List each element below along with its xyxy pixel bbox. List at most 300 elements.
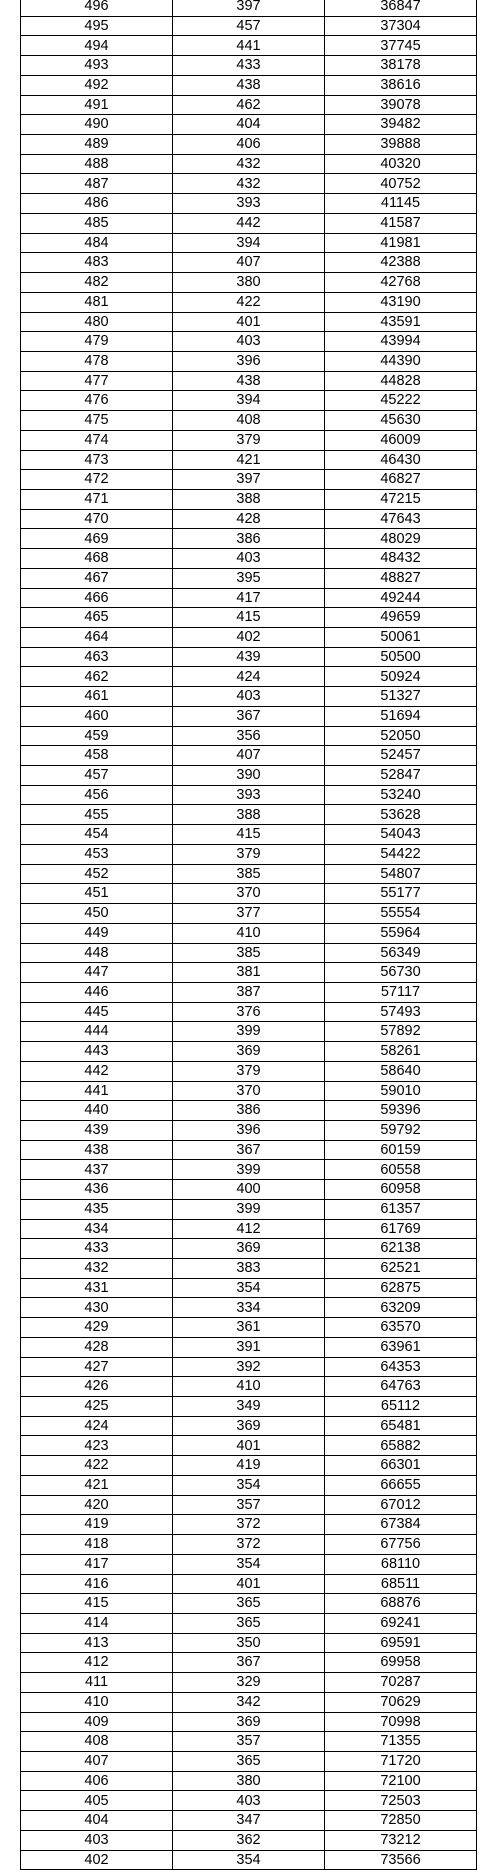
score-cell: 489 — [21, 135, 173, 155]
table-row — [21, 1613, 477, 1633]
table-row — [21, 943, 477, 963]
score-cell: 458 — [21, 746, 173, 766]
table-row — [21, 825, 477, 845]
count-cell: 380 — [173, 273, 325, 293]
table-row — [21, 1475, 477, 1495]
count-cell: 410 — [173, 923, 325, 943]
cumulative-cell: 69958 — [325, 1653, 477, 1673]
table-row — [21, 0, 477, 16]
table-row — [21, 1416, 477, 1436]
count-cell: 377 — [173, 904, 325, 924]
cumulative-cell: 39482 — [325, 115, 477, 135]
table-row — [21, 1495, 477, 1515]
count-cell: 395 — [173, 568, 325, 588]
cumulative-cell: 63961 — [325, 1337, 477, 1357]
score-cell: 495 — [21, 16, 173, 36]
score-cell: 407 — [21, 1751, 173, 1771]
table-row — [21, 470, 477, 490]
table-row — [21, 16, 477, 36]
count-cell: 393 — [173, 785, 325, 805]
count-cell: 372 — [173, 1515, 325, 1535]
table-row — [21, 844, 477, 864]
table-row — [21, 1298, 477, 1318]
count-cell: 403 — [173, 549, 325, 569]
table-row — [21, 1791, 477, 1811]
table-row — [21, 312, 477, 332]
count-cell: 365 — [173, 1613, 325, 1633]
table-row — [21, 1140, 477, 1160]
cumulative-cell: 67012 — [325, 1495, 477, 1515]
cumulative-cell: 62521 — [325, 1259, 477, 1279]
count-cell: 380 — [173, 1771, 325, 1791]
table-row — [21, 1456, 477, 1476]
count-cell: 396 — [173, 351, 325, 371]
count-cell: 439 — [173, 647, 325, 667]
count-cell: 334 — [173, 1298, 325, 1318]
count-cell: 361 — [173, 1318, 325, 1338]
count-cell: 404 — [173, 115, 325, 135]
table-row — [21, 982, 477, 1002]
score-cell: 405 — [21, 1791, 173, 1811]
count-cell: 438 — [173, 371, 325, 391]
score-cell: 465 — [21, 608, 173, 628]
score-cell: 443 — [21, 1042, 173, 1062]
table-row — [21, 1337, 477, 1357]
cumulative-cell: 47215 — [325, 489, 477, 509]
count-cell: 412 — [173, 1219, 325, 1239]
table-row — [21, 56, 477, 76]
score-cell: 430 — [21, 1298, 173, 1318]
score-cell: 492 — [21, 75, 173, 95]
count-cell: 397 — [173, 0, 325, 16]
cumulative-cell: 66301 — [325, 1456, 477, 1476]
table-row — [21, 450, 477, 470]
cumulative-cell: 45630 — [325, 411, 477, 431]
score-cell: 485 — [21, 213, 173, 233]
score-cell: 444 — [21, 1022, 173, 1042]
cumulative-cell: 70629 — [325, 1692, 477, 1712]
table-row — [21, 1554, 477, 1574]
cumulative-cell: 66655 — [325, 1475, 477, 1495]
table-row — [21, 549, 477, 569]
count-cell: 379 — [173, 430, 325, 450]
cumulative-cell: 71355 — [325, 1732, 477, 1752]
cumulative-cell: 50061 — [325, 628, 477, 648]
table-row — [21, 154, 477, 174]
score-cell: 490 — [21, 115, 173, 135]
table-row — [21, 1653, 477, 1673]
count-cell: 386 — [173, 529, 325, 549]
table-row — [21, 706, 477, 726]
score-cell: 455 — [21, 805, 173, 825]
score-cell: 468 — [21, 549, 173, 569]
count-cell: 350 — [173, 1633, 325, 1653]
table-row — [21, 1180, 477, 1200]
score-cell: 484 — [21, 233, 173, 253]
cumulative-cell: 73212 — [325, 1830, 477, 1850]
cumulative-cell: 49244 — [325, 588, 477, 608]
cumulative-cell: 46009 — [325, 430, 477, 450]
count-cell: 401 — [173, 1574, 325, 1594]
count-cell: 432 — [173, 174, 325, 194]
score-cell: 479 — [21, 332, 173, 352]
cumulative-cell: 65481 — [325, 1416, 477, 1436]
table-row — [21, 1535, 477, 1555]
cumulative-cell: 36847 — [325, 0, 477, 16]
cumulative-cell: 39888 — [325, 135, 477, 155]
cumulative-cell: 41981 — [325, 233, 477, 253]
count-cell: 354 — [173, 1554, 325, 1574]
cumulative-cell: 52847 — [325, 766, 477, 786]
table-row — [21, 1594, 477, 1614]
score-cell: 463 — [21, 647, 173, 667]
score-cell: 470 — [21, 509, 173, 529]
count-cell: 356 — [173, 726, 325, 746]
count-cell: 386 — [173, 1101, 325, 1121]
table-row — [21, 1574, 477, 1594]
score-cell: 482 — [21, 273, 173, 293]
table-row — [21, 1219, 477, 1239]
score-cell: 454 — [21, 825, 173, 845]
count-cell: 417 — [173, 588, 325, 608]
count-cell: 392 — [173, 1357, 325, 1377]
table-row — [21, 115, 477, 135]
table-row — [21, 963, 477, 983]
cumulative-cell: 57117 — [325, 982, 477, 1002]
count-cell: 383 — [173, 1259, 325, 1279]
count-cell: 354 — [173, 1850, 325, 1870]
table-row — [21, 864, 477, 884]
score-cell: 491 — [21, 95, 173, 115]
score-cell: 433 — [21, 1239, 173, 1259]
table-row — [21, 1633, 477, 1653]
cumulative-cell: 61769 — [325, 1219, 477, 1239]
count-cell: 354 — [173, 1278, 325, 1298]
cumulative-cell: 60159 — [325, 1140, 477, 1160]
cumulative-cell: 54043 — [325, 825, 477, 845]
cumulative-cell: 72850 — [325, 1811, 477, 1831]
cumulative-cell: 68876 — [325, 1594, 477, 1614]
table-row — [21, 1771, 477, 1791]
table-row — [21, 1377, 477, 1397]
count-cell: 357 — [173, 1732, 325, 1752]
table-row — [21, 95, 477, 115]
cumulative-cell: 67384 — [325, 1515, 477, 1535]
cumulative-cell: 46827 — [325, 470, 477, 490]
score-cell: 451 — [21, 884, 173, 904]
score-cell: 403 — [21, 1830, 173, 1850]
count-cell: 354 — [173, 1475, 325, 1495]
count-cell: 370 — [173, 884, 325, 904]
score-cell: 486 — [21, 194, 173, 214]
cumulative-cell: 68511 — [325, 1574, 477, 1594]
table-row — [21, 785, 477, 805]
cumulative-cell: 48029 — [325, 529, 477, 549]
score-cell: 464 — [21, 628, 173, 648]
cumulative-cell: 69591 — [325, 1633, 477, 1653]
score-cell: 481 — [21, 292, 173, 312]
table-row — [21, 1002, 477, 1022]
count-cell: 365 — [173, 1751, 325, 1771]
cumulative-cell: 56730 — [325, 963, 477, 983]
score-cell: 480 — [21, 312, 173, 332]
count-cell: 421 — [173, 450, 325, 470]
score-cell: 429 — [21, 1318, 173, 1338]
table-row — [21, 746, 477, 766]
cumulative-cell: 39078 — [325, 95, 477, 115]
cumulative-cell: 42768 — [325, 273, 477, 293]
table-row — [21, 1042, 477, 1062]
score-cell: 466 — [21, 588, 173, 608]
score-cell: 460 — [21, 706, 173, 726]
score-cell: 461 — [21, 687, 173, 707]
table-row — [21, 1278, 477, 1298]
score-cell: 496 — [21, 0, 173, 16]
count-cell: 438 — [173, 75, 325, 95]
count-cell: 428 — [173, 509, 325, 529]
cumulative-cell: 49659 — [325, 608, 477, 628]
table-row — [21, 1673, 477, 1693]
score-distribution-table — [20, 0, 477, 1870]
cumulative-cell: 37745 — [325, 36, 477, 56]
table-row — [21, 292, 477, 312]
table-row — [21, 1811, 477, 1831]
cumulative-cell: 68110 — [325, 1554, 477, 1574]
count-cell: 399 — [173, 1199, 325, 1219]
cumulative-cell: 70998 — [325, 1712, 477, 1732]
table-row — [21, 411, 477, 431]
score-cell: 418 — [21, 1535, 173, 1555]
table-row — [21, 884, 477, 904]
cumulative-cell: 59396 — [325, 1101, 477, 1121]
count-cell: 357 — [173, 1495, 325, 1515]
table-row — [21, 1160, 477, 1180]
table-row — [21, 75, 477, 95]
score-cell: 441 — [21, 1081, 173, 1101]
count-cell: 369 — [173, 1042, 325, 1062]
score-cell: 414 — [21, 1613, 173, 1633]
score-cell: 416 — [21, 1574, 173, 1594]
score-cell: 494 — [21, 36, 173, 56]
cumulative-cell: 65882 — [325, 1436, 477, 1456]
count-cell: 415 — [173, 608, 325, 628]
table-row — [21, 36, 477, 56]
table-row — [21, 489, 477, 509]
score-cell: 474 — [21, 430, 173, 450]
score-cell: 440 — [21, 1101, 173, 1121]
cumulative-cell: 46430 — [325, 450, 477, 470]
cumulative-cell: 60958 — [325, 1180, 477, 1200]
count-cell: 441 — [173, 36, 325, 56]
cumulative-cell: 43591 — [325, 312, 477, 332]
table-row — [21, 904, 477, 924]
cumulative-cell: 62875 — [325, 1278, 477, 1298]
count-cell: 369 — [173, 1416, 325, 1436]
count-cell: 388 — [173, 805, 325, 825]
score-cell: 439 — [21, 1120, 173, 1140]
cumulative-cell: 59010 — [325, 1081, 477, 1101]
cumulative-cell: 54807 — [325, 864, 477, 884]
score-cell: 452 — [21, 864, 173, 884]
count-cell: 410 — [173, 1377, 325, 1397]
count-cell: 394 — [173, 391, 325, 411]
cumulative-cell: 41145 — [325, 194, 477, 214]
cumulative-cell: 47643 — [325, 509, 477, 529]
table-row — [21, 608, 477, 628]
count-cell: 367 — [173, 1653, 325, 1673]
table-row — [21, 1712, 477, 1732]
count-cell: 369 — [173, 1712, 325, 1732]
count-cell: 365 — [173, 1594, 325, 1614]
score-cell: 409 — [21, 1712, 173, 1732]
cumulative-cell: 38178 — [325, 56, 477, 76]
cumulative-cell: 71720 — [325, 1751, 477, 1771]
count-cell: 408 — [173, 411, 325, 431]
cumulative-cell: 44828 — [325, 371, 477, 391]
count-cell: 379 — [173, 1061, 325, 1081]
table-row — [21, 233, 477, 253]
count-cell: 403 — [173, 1791, 325, 1811]
count-cell: 381 — [173, 963, 325, 983]
score-cell: 446 — [21, 982, 173, 1002]
score-cell: 427 — [21, 1357, 173, 1377]
count-cell: 370 — [173, 1081, 325, 1101]
cumulative-cell: 45222 — [325, 391, 477, 411]
count-cell: 391 — [173, 1337, 325, 1357]
table-row — [21, 647, 477, 667]
cumulative-cell: 64763 — [325, 1377, 477, 1397]
count-cell: 432 — [173, 154, 325, 174]
table-row — [21, 726, 477, 746]
cumulative-cell: 54422 — [325, 844, 477, 864]
cumulative-cell: 59792 — [325, 1120, 477, 1140]
count-cell: 367 — [173, 706, 325, 726]
score-cell: 431 — [21, 1278, 173, 1298]
cumulative-cell: 57493 — [325, 1002, 477, 1022]
score-cell: 434 — [21, 1219, 173, 1239]
cumulative-cell: 55554 — [325, 904, 477, 924]
score-cell: 469 — [21, 529, 173, 549]
score-cell: 447 — [21, 963, 173, 983]
count-cell: 396 — [173, 1120, 325, 1140]
count-cell: 387 — [173, 982, 325, 1002]
cumulative-cell: 48432 — [325, 549, 477, 569]
cumulative-cell: 55177 — [325, 884, 477, 904]
score-cell: 404 — [21, 1811, 173, 1831]
score-cell: 424 — [21, 1416, 173, 1436]
table-row — [21, 1022, 477, 1042]
table-row — [21, 135, 477, 155]
count-cell: 399 — [173, 1160, 325, 1180]
score-cell: 419 — [21, 1515, 173, 1535]
cumulative-cell: 52457 — [325, 746, 477, 766]
count-cell: 393 — [173, 194, 325, 214]
score-cell: 471 — [21, 489, 173, 509]
score-cell: 437 — [21, 1160, 173, 1180]
cumulative-cell: 53240 — [325, 785, 477, 805]
cumulative-cell: 67756 — [325, 1535, 477, 1555]
table-row — [21, 1397, 477, 1417]
table-row — [21, 923, 477, 943]
score-cell: 426 — [21, 1377, 173, 1397]
score-cell: 457 — [21, 766, 173, 786]
cumulative-cell: 53628 — [325, 805, 477, 825]
count-cell: 400 — [173, 1180, 325, 1200]
table-row — [21, 351, 477, 371]
cumulative-cell: 50924 — [325, 667, 477, 687]
table-row — [21, 805, 477, 825]
count-cell: 457 — [173, 16, 325, 36]
table-row — [21, 273, 477, 293]
table-body — [21, 0, 477, 1870]
count-cell: 376 — [173, 1002, 325, 1022]
count-cell: 369 — [173, 1239, 325, 1259]
table-row — [21, 687, 477, 707]
table-row — [21, 1120, 477, 1140]
score-cell: 459 — [21, 726, 173, 746]
table-row — [21, 568, 477, 588]
cumulative-cell: 38616 — [325, 75, 477, 95]
count-cell: 419 — [173, 1456, 325, 1476]
count-cell: 394 — [173, 233, 325, 253]
score-cell: 442 — [21, 1061, 173, 1081]
score-cell: 408 — [21, 1732, 173, 1752]
cumulative-cell: 72503 — [325, 1791, 477, 1811]
cumulative-cell: 55964 — [325, 923, 477, 943]
table-row — [21, 1436, 477, 1456]
score-cell: 478 — [21, 351, 173, 371]
table-row — [21, 194, 477, 214]
table-row — [21, 667, 477, 687]
table-row — [21, 213, 477, 233]
count-cell: 415 — [173, 825, 325, 845]
count-cell: 399 — [173, 1022, 325, 1042]
count-cell: 367 — [173, 1140, 325, 1160]
cumulative-cell: 40320 — [325, 154, 477, 174]
count-cell: 388 — [173, 489, 325, 509]
cumulative-cell: 43190 — [325, 292, 477, 312]
count-cell: 442 — [173, 213, 325, 233]
score-cell: 421 — [21, 1475, 173, 1495]
table-row — [21, 332, 477, 352]
table-row — [21, 1830, 477, 1850]
count-cell: 422 — [173, 292, 325, 312]
cumulative-cell: 51327 — [325, 687, 477, 707]
score-cell: 411 — [21, 1673, 173, 1693]
cumulative-cell: 73566 — [325, 1850, 477, 1870]
count-cell: 385 — [173, 864, 325, 884]
cumulative-cell: 65112 — [325, 1397, 477, 1417]
count-cell: 401 — [173, 1436, 325, 1456]
score-cell: 475 — [21, 411, 173, 431]
count-cell: 407 — [173, 746, 325, 766]
count-cell: 424 — [173, 667, 325, 687]
count-cell: 372 — [173, 1535, 325, 1555]
score-cell: 476 — [21, 391, 173, 411]
cumulative-cell: 40752 — [325, 174, 477, 194]
cumulative-cell: 44390 — [325, 351, 477, 371]
score-cell: 410 — [21, 1692, 173, 1712]
count-cell: 403 — [173, 687, 325, 707]
score-cell: 488 — [21, 154, 173, 174]
score-cell: 487 — [21, 174, 173, 194]
cumulative-cell: 70287 — [325, 1673, 477, 1693]
cumulative-cell: 72100 — [325, 1771, 477, 1791]
cumulative-cell: 60558 — [325, 1160, 477, 1180]
score-cell: 445 — [21, 1002, 173, 1022]
score-cell: 456 — [21, 785, 173, 805]
cumulative-cell: 41587 — [325, 213, 477, 233]
